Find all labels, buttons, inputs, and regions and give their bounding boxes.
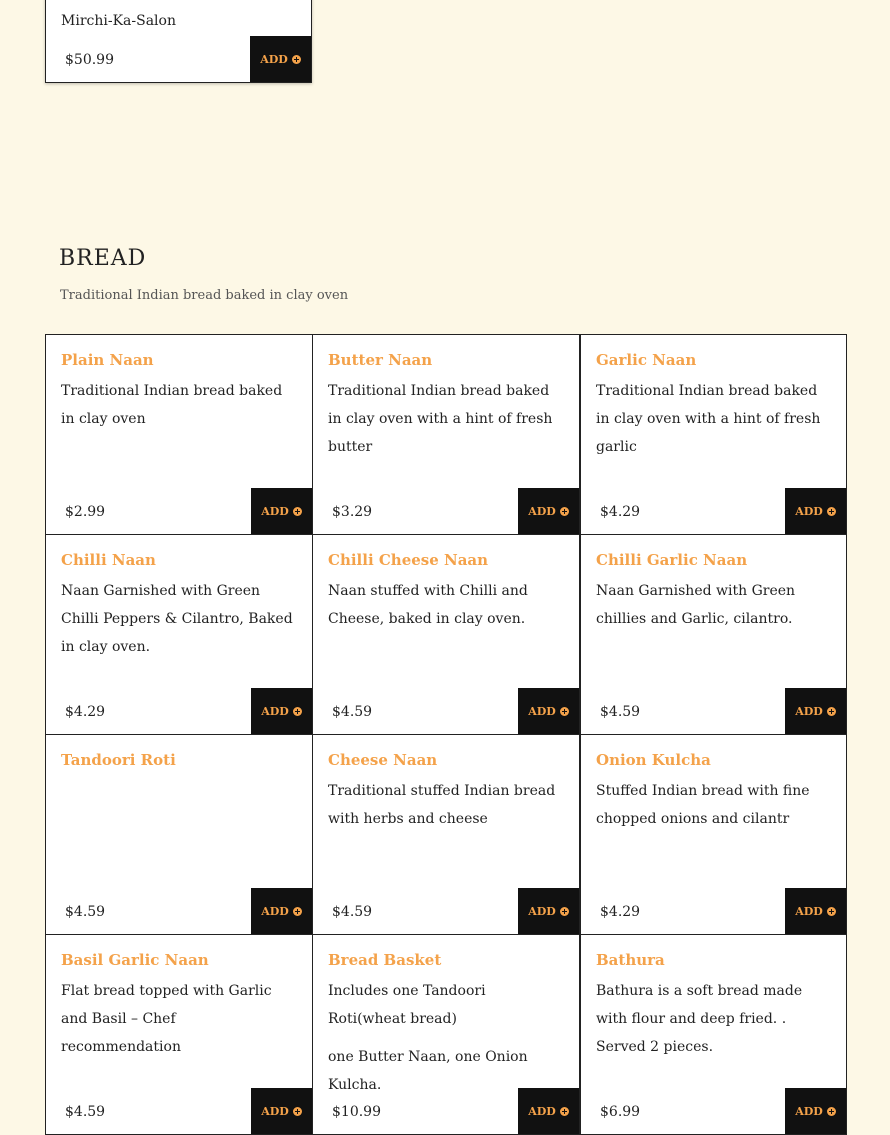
- plus-circle-icon: [560, 707, 569, 716]
- add-to-cart-button[interactable]: [518, 488, 579, 534]
- plus-circle-icon: [293, 507, 302, 516]
- plus-circle-icon: [827, 507, 836, 516]
- add-to-cart-button[interactable]: [785, 888, 846, 934]
- plus-circle-icon: [292, 55, 301, 64]
- item-price: $3.29: [332, 504, 373, 520]
- item-name: Plain Naan: [61, 351, 154, 369]
- add-to-cart-button[interactable]: [785, 688, 846, 734]
- item-description-paragraph: Naan stuffed with Chilli and Cheese, baked in clay oven.: [328, 583, 528, 627]
- item-description-paragraph: Naan Garnished with Green chillies and Garlic, cilantro.: [596, 583, 796, 627]
- item-price: $4.59: [65, 1104, 106, 1120]
- item-description-paragraph: Includes one Tandoori Roti(wheat bread): [328, 983, 486, 1027]
- item-description-paragraph: Flat bread topped with Garlic and Basil – Chef recommendation: [61, 983, 272, 1055]
- menu-item-card: [45, 334, 313, 535]
- item-price: $4.29: [600, 904, 641, 920]
- plus-circle-icon: [827, 907, 836, 916]
- add-button-label: ADD: [795, 504, 823, 518]
- plus-circle-icon: [293, 1107, 302, 1116]
- item-description: [596, 777, 828, 843]
- item-name: Basil Garlic Naan: [61, 951, 209, 969]
- item-name: Chilli Garlic Naan: [596, 551, 748, 569]
- add-to-cart-button[interactable]: [250, 36, 311, 82]
- plus-circle-icon: [560, 507, 569, 516]
- add-button-label: ADD: [261, 1104, 289, 1118]
- plus-circle-icon: [827, 707, 836, 716]
- section-subtitle: Traditional Indian bread baked in clay oven: [60, 288, 349, 303]
- item-description-paragraph: Naan Garnished with Green Chilli Peppers & Cilantro, Baked in clay oven.: [61, 583, 293, 655]
- item-description: [61, 577, 293, 671]
- item-price: $4.59: [600, 704, 641, 720]
- item-price: $10.99: [332, 1104, 381, 1120]
- item-name: Chilli Naan: [61, 551, 156, 569]
- menu-item-card: [580, 334, 847, 535]
- item-price: $4.59: [332, 904, 373, 920]
- item-price: $50.99: [65, 52, 114, 68]
- item-name: Tandoori Roti: [61, 751, 176, 769]
- menu-item-card: [580, 534, 847, 735]
- menu-item-card: [45, 934, 313, 1135]
- item-description: [596, 377, 828, 471]
- add-to-cart-button[interactable]: [518, 1088, 579, 1134]
- item-description-paragraph: Traditional stuffed Indian bread with herbs and cheese: [328, 783, 556, 827]
- item-description-paragraph: Traditional Indian bread baked in clay oven with a hint of fresh butter: [328, 383, 553, 455]
- add-to-cart-button[interactable]: [785, 1088, 846, 1134]
- menu-item-card: [312, 934, 580, 1135]
- menu-item-card: [312, 734, 580, 935]
- item-description-paragraph: Stuffed Indian bread with fine chopped onions and cilantr: [596, 783, 810, 827]
- menu-item-card: [580, 934, 847, 1135]
- add-button-label: ADD: [260, 52, 288, 66]
- add-button-label: ADD: [528, 904, 556, 918]
- item-description: [328, 577, 560, 643]
- item-description-paragraph: one Butter Naan, one Onion Kulcha.: [328, 1049, 528, 1093]
- add-to-cart-button[interactable]: [251, 688, 312, 734]
- item-name: Butter Naan: [328, 351, 433, 369]
- item-price: $2.99: [65, 504, 106, 520]
- add-button-label: ADD: [795, 1104, 823, 1118]
- add-button-label: ADD: [528, 1104, 556, 1118]
- add-button-label: ADD: [261, 904, 289, 918]
- item-description: [61, 377, 293, 443]
- add-to-cart-button[interactable]: [785, 488, 846, 534]
- item-price: $4.59: [65, 904, 106, 920]
- item-description-paragraph: Bathura is a soft bread made with flour and deep fried. . Served 2 pieces.: [596, 983, 803, 1055]
- item-description: [61, 977, 293, 1071]
- add-to-cart-button[interactable]: [251, 1088, 312, 1134]
- menu-item-card: [45, 0, 312, 83]
- menu-item-card: [45, 534, 313, 735]
- item-description: [596, 577, 828, 643]
- item-price: $4.29: [600, 504, 641, 520]
- plus-circle-icon: [827, 1107, 836, 1116]
- plus-circle-icon: [293, 907, 302, 916]
- add-to-cart-button[interactable]: [251, 488, 312, 534]
- plus-circle-icon: [560, 907, 569, 916]
- menu-item-card: [45, 734, 313, 935]
- add-button-label: ADD: [528, 704, 556, 718]
- item-description-paragraph: Traditional Indian bread baked in clay oven: [61, 383, 283, 427]
- plus-circle-icon: [560, 1107, 569, 1116]
- item-name: Cheese Naan: [328, 751, 438, 769]
- item-description-paragraph: Traditional Indian bread baked in clay oven with a hint of fresh garlic: [596, 383, 821, 455]
- item-name: Bathura: [596, 951, 665, 969]
- item-price: $4.59: [332, 704, 373, 720]
- menu-item-card: [312, 334, 580, 535]
- add-to-cart-button[interactable]: [518, 888, 579, 934]
- add-to-cart-button[interactable]: [251, 888, 312, 934]
- add-button-label: ADD: [795, 904, 823, 918]
- section-title: BREAD: [59, 246, 147, 271]
- add-to-cart-button[interactable]: [518, 688, 579, 734]
- plus-circle-icon: [293, 707, 302, 716]
- item-name: Bread Basket: [328, 951, 442, 969]
- item-price: $4.29: [65, 704, 106, 720]
- item-description: [328, 777, 560, 843]
- item-name: Onion Kulcha: [596, 751, 711, 769]
- menu-item-card: [580, 734, 847, 935]
- add-button-label: ADD: [261, 704, 289, 718]
- add-button-label: ADD: [528, 504, 556, 518]
- item-description: [596, 977, 828, 1071]
- item-price: $6.99: [600, 1104, 641, 1120]
- item-description: Mirchi-Ka-Salon: [61, 13, 176, 29]
- item-name: Chilli Cheese Naan: [328, 551, 489, 569]
- menu-item-card: [312, 534, 580, 735]
- item-description: [328, 377, 560, 471]
- add-button-label: ADD: [261, 504, 289, 518]
- item-name: Garlic Naan: [596, 351, 697, 369]
- add-button-label: ADD: [795, 704, 823, 718]
